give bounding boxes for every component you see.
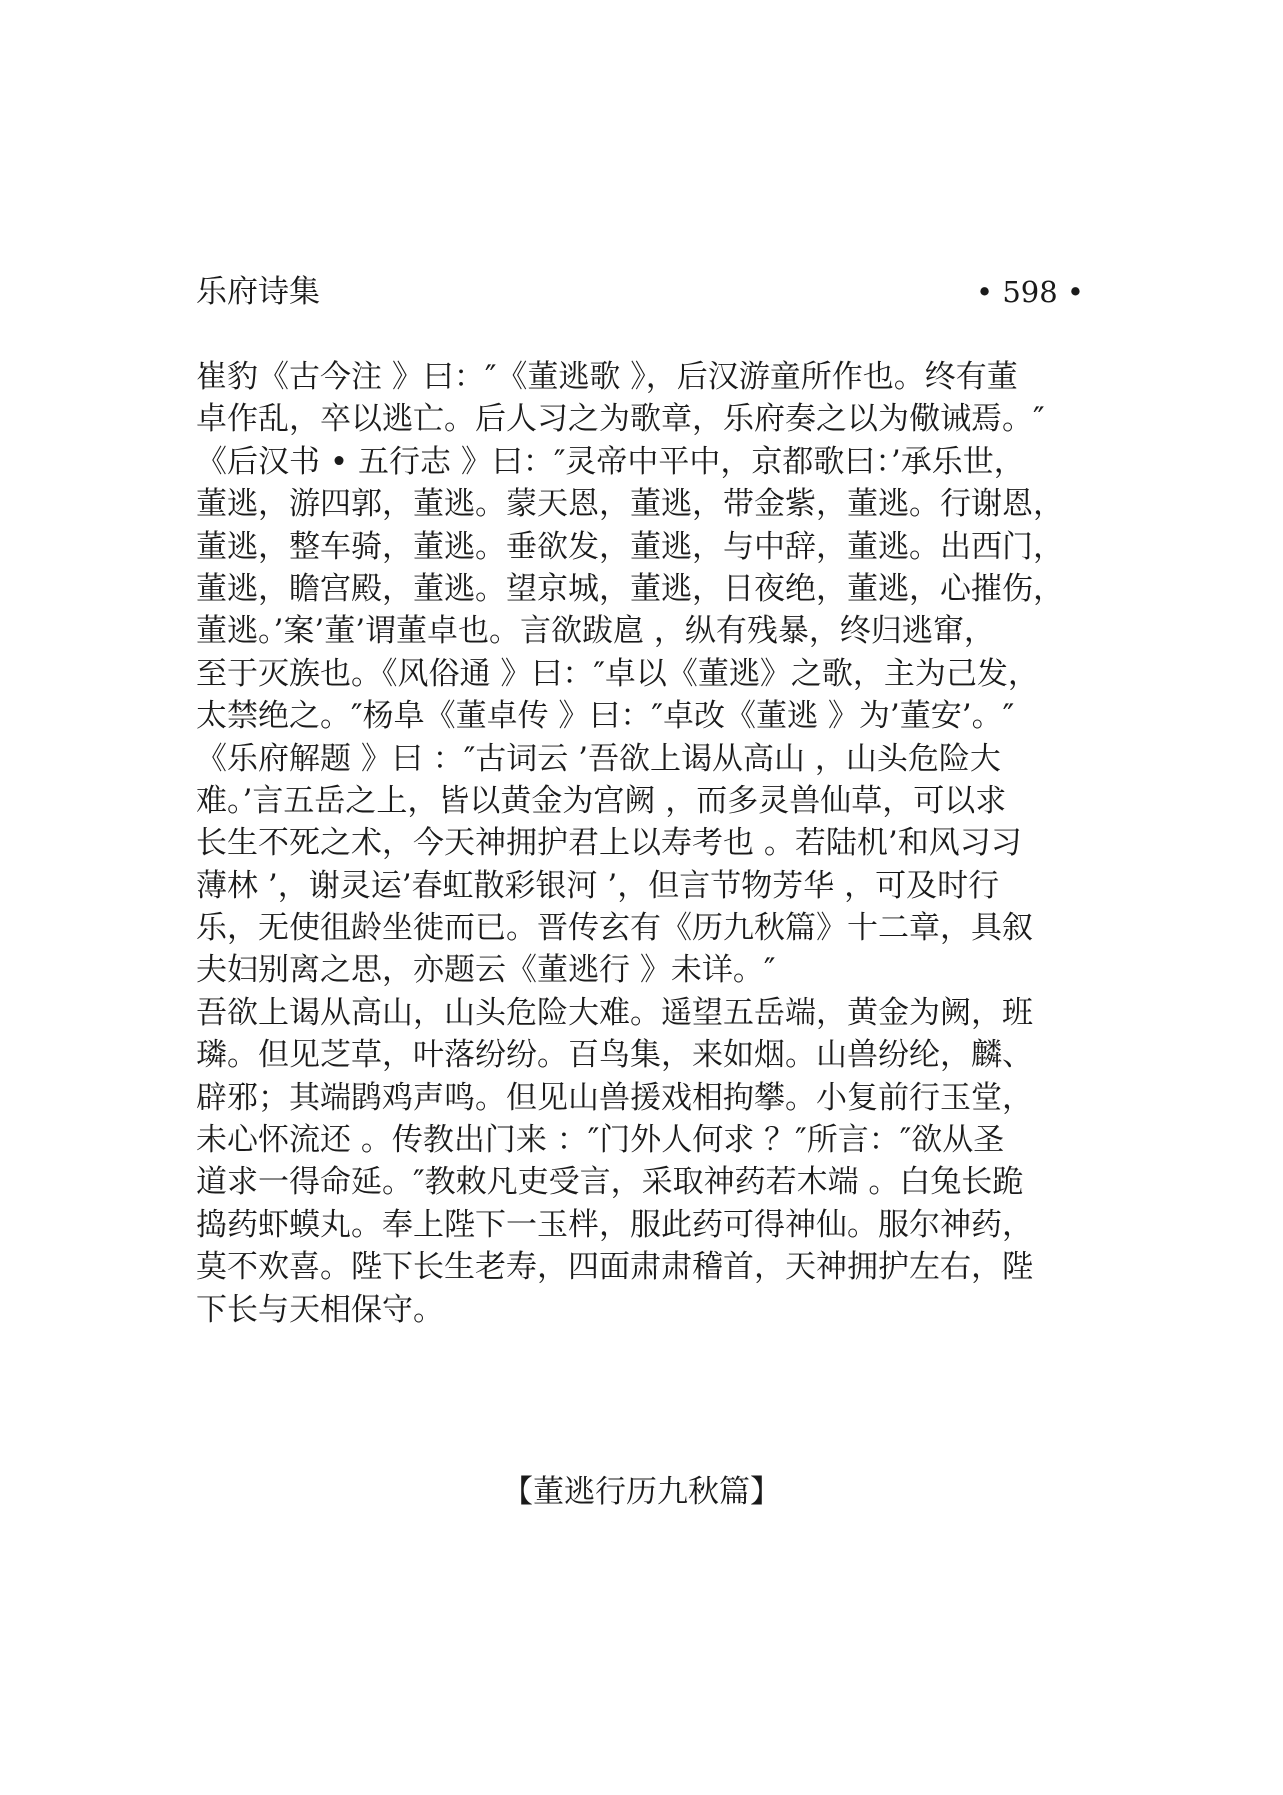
text-line: 长生不死之术，今天神拥护君上以寿考也 。若陆机’和风习习 bbox=[196, 825, 1022, 862]
page-number: • 598 • bbox=[976, 275, 1084, 309]
text-line: 难。’言五岳之上，皆以黄金为宫阙 ，而多灵兽仙草，可以求 bbox=[196, 782, 1007, 819]
page-header bbox=[196, 270, 1084, 314]
text-line: 至于灭族也。《风俗通 》曰：″卓以《董逃》之歌，主为己发， bbox=[196, 655, 1039, 692]
text-line: 捣药虾蟆丸。奉上陛下一玉柈，服此药可得神仙。服尔神药， bbox=[196, 1206, 1033, 1243]
text-line: 下长与天相保守。 bbox=[196, 1291, 444, 1328]
text-line: 道求一得命延。″教敕凡吏受言，采取神药若木端 。白兔长跪 bbox=[196, 1164, 1024, 1201]
text-line: 莫不欢喜。陛下长生老寿，四面肃肃稽首，天神拥护左右，陛 bbox=[196, 1249, 1033, 1286]
text-line: 璘。但见芝草，叶落纷纷。百鸟集，来如烟。山兽纷纶，麟、 bbox=[196, 1037, 1033, 1074]
text-line: 卓作乱，卒以逃亡。后人习之为歌章，乐府奏之以为儆诫焉。″ bbox=[196, 401, 1045, 438]
section-title: 【董逃行历九秋篇】 bbox=[502, 1474, 781, 1510]
text-line: 乐，无使徂龄坐徙而已。晋传玄有《历九秋篇》十二章，具叙 bbox=[196, 910, 1033, 947]
text-line: 太禁绝之。″杨阜《董卓传 》曰：″卓改《董逃 》为’董安’。″ bbox=[196, 698, 1015, 735]
text-line: 夫妇别离之思，亦题云《董逃行 》未详。″ bbox=[196, 952, 776, 989]
text-line: 《后汉书 • 五行志 》曰：″灵帝中平中，京都歌曰：’承乐世， bbox=[196, 443, 1025, 480]
text-line: 吾欲上谒从高山，山头危险大难。遥望五岳端，黄金为阙，班 bbox=[196, 994, 1033, 1031]
book-title: 乐府诗集 bbox=[196, 274, 320, 310]
text-line: 薄林 ’，谢灵运’春虹散彩银河 ’，但言节物芳华 ，可及时行 bbox=[196, 867, 1000, 904]
text-line: 《乐府解题 》曰 ：″古词云 ’吾欲上谒从高山 ，山头危险大 bbox=[196, 740, 1001, 777]
body-text bbox=[196, 356, 1084, 1331]
text-line: 董逃，游四郭，董逃。蒙天恩，董逃，带金紫，董逃。行谢恩， bbox=[196, 486, 1064, 523]
text-line: 董逃，整车骑，董逃。垂欲发，董逃，与中辞，董逃。出西门， bbox=[196, 528, 1064, 565]
text-line: 崔豹《古今注 》曰：″《董逃歌 》，后汉游童所作也。终有董 bbox=[196, 359, 1018, 395]
text-line: 未心怀流还 。传教出门来 ：″门外人何求 ？″所言：″欲从圣 bbox=[196, 1122, 1005, 1159]
text-line: 董逃。’案’董’谓董卓也。言欲跋扈 ，纵有残暴，终归逃窜， bbox=[196, 613, 995, 650]
text-line: 辟邪；其端鹍鸡声鸣。但见山兽援戏相拘攀。小复前行玉堂， bbox=[196, 1079, 1033, 1116]
text-line: 董逃，瞻宫殿，董逃。望京城，董逃，日夜绝，董逃，心摧伤， bbox=[196, 570, 1064, 607]
